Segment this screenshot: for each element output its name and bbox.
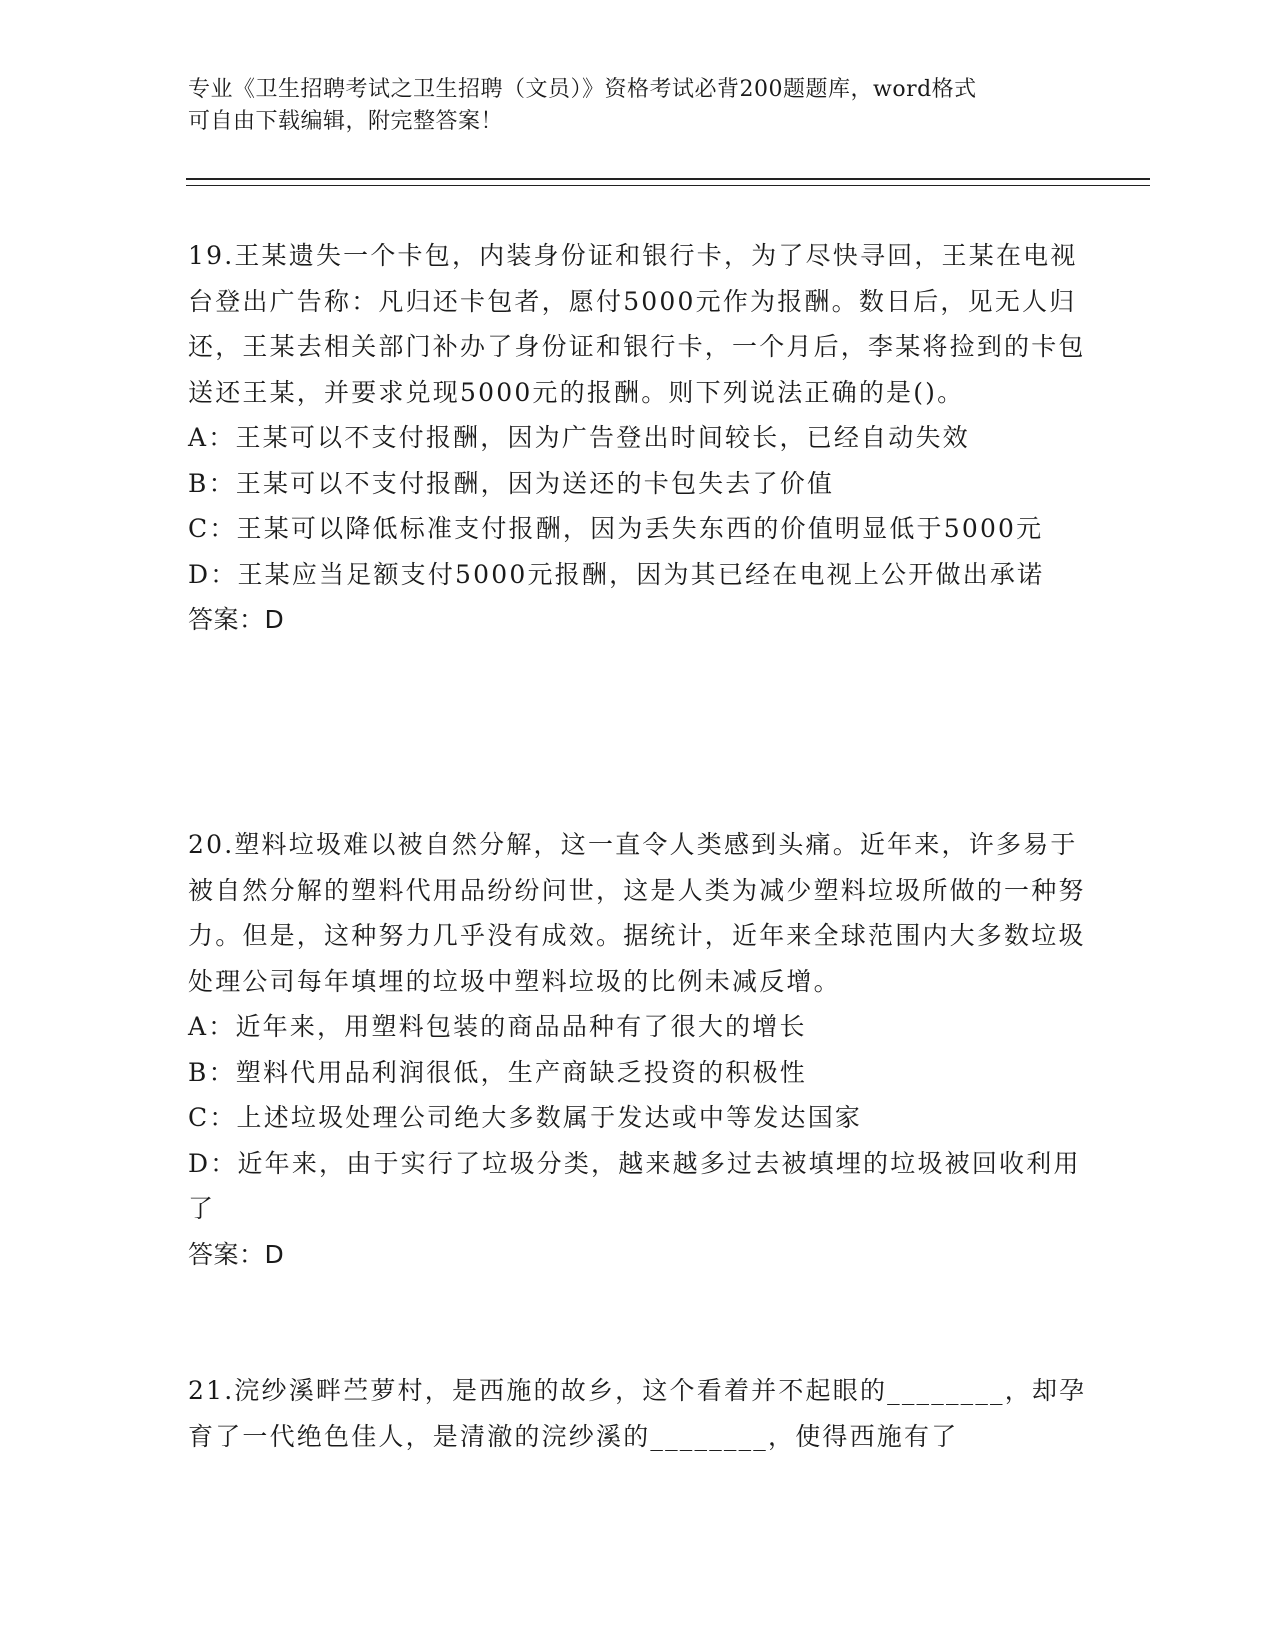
- question-21: [188, 1368, 1088, 1459]
- option-d: D：近年来，由于实行了垃圾分类，越来越多过去被填埋的垃圾被回收利用了: [188, 1148, 1081, 1223]
- option-b: B：塑料代用品利润很低，生产商缺乏投资的积极性: [188, 1057, 807, 1087]
- question-20: [188, 822, 1088, 1277]
- option-a: A：近年来，用塑料包装的商品品种有了很大的增长: [188, 1012, 807, 1041]
- answer: 答案：D: [188, 1239, 285, 1269]
- header-title-line1: 专业《卫生招聘考试之卫生招聘（文员）》资格考试必背200题题库，word格式: [188, 77, 977, 102]
- header-divider: [186, 178, 1150, 186]
- question-stem: 19.王某遗失一个卡包，内装身份证和银行卡，为了尽快寻回，王某在电视台登出广告称：凡归还卡包者，愿付5000元作为报酬。数日后，见无人归还，王某去相关部门补办了身份证和银行卡，一个月后，李某将捡到的卡包送还王某，并要求兑现5000元的报酬。则下列说法正确的是()。: [188, 241, 1086, 407]
- option-b: B：王某可以不支付报酬，因为送还的卡包失去了价值: [188, 468, 835, 498]
- question-19: [188, 233, 1088, 643]
- option-a: A：王某可以不支付报酬，因为广告登出时间较长，已经自动失效: [188, 423, 970, 452]
- question-stem: 21.浣纱溪畔苎萝村，是西施的故乡，这个看着并不起眼的________，却孕育了一代绝色佳人，是清澈的浣纱溪的________，使得西施有了: [188, 1376, 1087, 1451]
- option-c: C：王某可以降低标准支付报酬，因为丢失东西的价值明显低于5000元: [188, 514, 1044, 543]
- question-stem: 20.塑料垃圾难以被自然分解，这一直令人类感到头痛。近年来，许多易于被自然分解的塑料代用品纷纷问世，这是人类为减少塑料垃圾所做的一种努力。但是，这种努力几乎没有成效。据统计，近年来全球范围内大多数垃圾处理公司每年填埋的垃圾中塑料垃圾的比例未减反增。: [188, 830, 1086, 996]
- header-title-line2: 可自由下载编辑，附完整答案！: [188, 109, 504, 134]
- page-header: [188, 74, 1088, 138]
- option-d: D：王某应当足额支付5000元报酬，因为其已经在电视上公开做出承诺: [188, 559, 1045, 589]
- answer: 答案：D: [188, 605, 285, 634]
- option-c: C：上述垃圾处理公司绝大多数属于发达或中等发达国家: [188, 1103, 863, 1132]
